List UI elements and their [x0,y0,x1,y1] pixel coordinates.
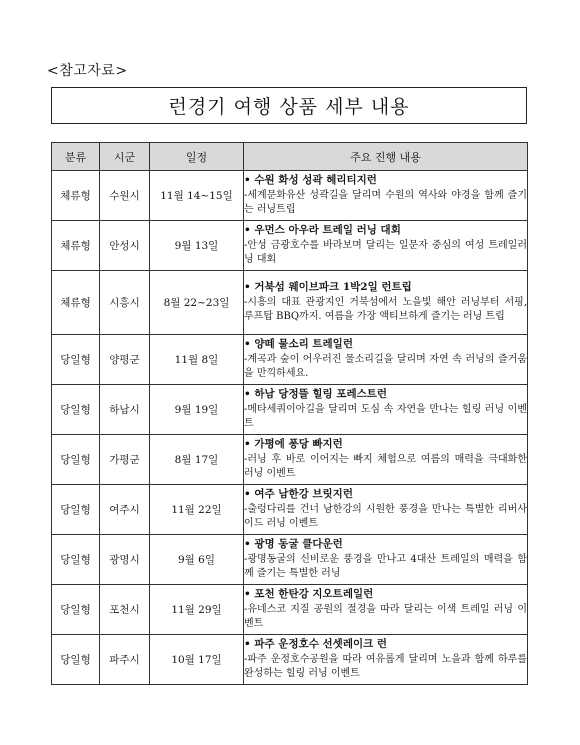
program-description: -광명동굴의 신비로운 풍경을 만나고 4대산 트레일의 매력을 함께 즐기는 특별한 러닝 [244,553,527,580]
schedule-cell: 9월 6일 [150,535,244,585]
content-cell [244,335,528,385]
table-row [52,585,528,635]
category-cell: 당일형 [52,585,100,635]
category-cell: 당일형 [52,535,100,585]
city-cell: 안성시 [100,221,150,271]
category-cell: 체류형 [52,221,100,271]
program-description: -러닝 후 바로 이어지는 빠지 체험으로 여름의 매력을 극대화한 러닝 이벤트 [244,453,527,480]
column-header-content: 주요 진행 내용 [244,143,528,171]
content-cell [244,221,528,271]
content-cell [244,635,528,685]
schedule-cell: 9월 13일 [150,221,244,271]
table-row [52,271,528,335]
city-cell: 포천시 [100,585,150,635]
program-title: • 하남 당정뜰 힐링 포레스트런 [244,388,388,401]
table-row [52,635,528,685]
category-cell: 당일형 [52,435,100,485]
column-header-schedule: 일정 [150,143,244,171]
content-cell [244,385,528,435]
content-cell [244,271,528,335]
program-description: -시흥의 대표 관광지인 거북섬에서 노을빛 해안 러닝부터 서핑, 루프탑 BBQ까지. 여름을 가장 액티브하게 즐기는 러닝 트립 [244,296,527,323]
table-row [52,385,528,435]
program-description: -메타세쿼이아길을 달리며 도심 속 자연을 만나는 힐링 러닝 이벤트 [244,403,527,430]
table-row [52,335,528,385]
category-cell: 체류형 [52,271,100,335]
schedule-cell: 11월 8일 [150,335,244,385]
city-cell: 하남시 [100,385,150,435]
content-cell [244,435,528,485]
city-cell: 파주시 [100,635,150,685]
reference-label: <참고자료> [47,63,128,79]
category-cell: 당일형 [52,635,100,685]
program-description: -출렁다리를 건너 남한강의 시원한 풍경을 만나는 특별한 리버사이드 러닝 이벤트 [244,503,527,530]
schedule-cell: 8월 17일 [150,435,244,485]
program-description: -세계문화유산 성곽길을 달리며 수원의 역사와 야경을 함께 즐기는 러닝트립 [244,189,527,216]
program-title: • 가평에 퐁당 빠지런 [244,438,343,451]
program-title: • 파주 운정호수 선셋레이크 런 [244,638,388,651]
schedule-cell: 11월 14~15일 [150,171,244,221]
table-row [52,535,528,585]
content-cell [244,585,528,635]
program-description: -계곡과 숲이 어우러진 물소리길을 달리며 자연 속 러닝의 즐거움을 만끽하세요. [244,353,527,380]
program-table [51,142,528,685]
program-description: -유네스코 지질 공원의 절경을 따라 달리는 이색 트레일 러닝 이벤트 [244,603,527,630]
category-cell: 체류형 [52,171,100,221]
schedule-cell: 8월 22~23일 [150,271,244,335]
program-title: • 광명 동굴 클다운런 [244,538,343,551]
content-cell [244,535,528,585]
schedule-cell: 11월 29일 [150,585,244,635]
schedule-cell: 9월 19일 [150,385,244,435]
schedule-cell: 11월 22일 [150,485,244,535]
category-cell: 당일형 [52,485,100,535]
table-row [52,435,528,485]
city-cell: 시흥시 [100,271,150,335]
category-cell: 당일형 [52,335,100,385]
city-cell: 광명시 [100,535,150,585]
table-row [52,171,528,221]
program-description: -안성 금광호수를 바라보며 달리는 일문자 중심의 여성 트레일러닝 대회 [244,239,527,266]
category-cell: 당일형 [52,385,100,435]
schedule-cell: 10월 17일 [150,635,244,685]
table-row [52,221,528,271]
city-cell: 양평군 [100,335,150,385]
program-title: • 포천 한탄강 지오트레일런 [244,588,374,601]
city-cell: 여주시 [100,485,150,535]
program-title: • 양떼 물소리 트레일런 [244,338,353,351]
program-title: • 우먼스 아우라 트레일 러닝 대회 [244,224,401,237]
table-row [52,485,528,535]
program-description: -파주 운정호수공원을 따라 여유롭게 달리며 노을과 함께 하루를 완성하는 힐링 러닝 이벤트 [244,653,527,680]
program-title: • 거북섬 웨이브파크 1박2일 런트립 [244,281,412,294]
column-header-city: 시군 [100,143,150,171]
document-title: 런경기 여행 상품 세부 내용 [51,87,527,124]
content-cell [244,171,528,221]
city-cell: 가평군 [100,435,150,485]
table-header-row [52,143,528,171]
program-title: • 여주 남한강 브릿지런 [244,488,353,501]
program-title: • 수원 화성 성곽 헤리티지런 [244,174,377,187]
column-header-category: 분류 [52,143,100,171]
content-cell [244,485,528,535]
city-cell: 수원시 [100,171,150,221]
